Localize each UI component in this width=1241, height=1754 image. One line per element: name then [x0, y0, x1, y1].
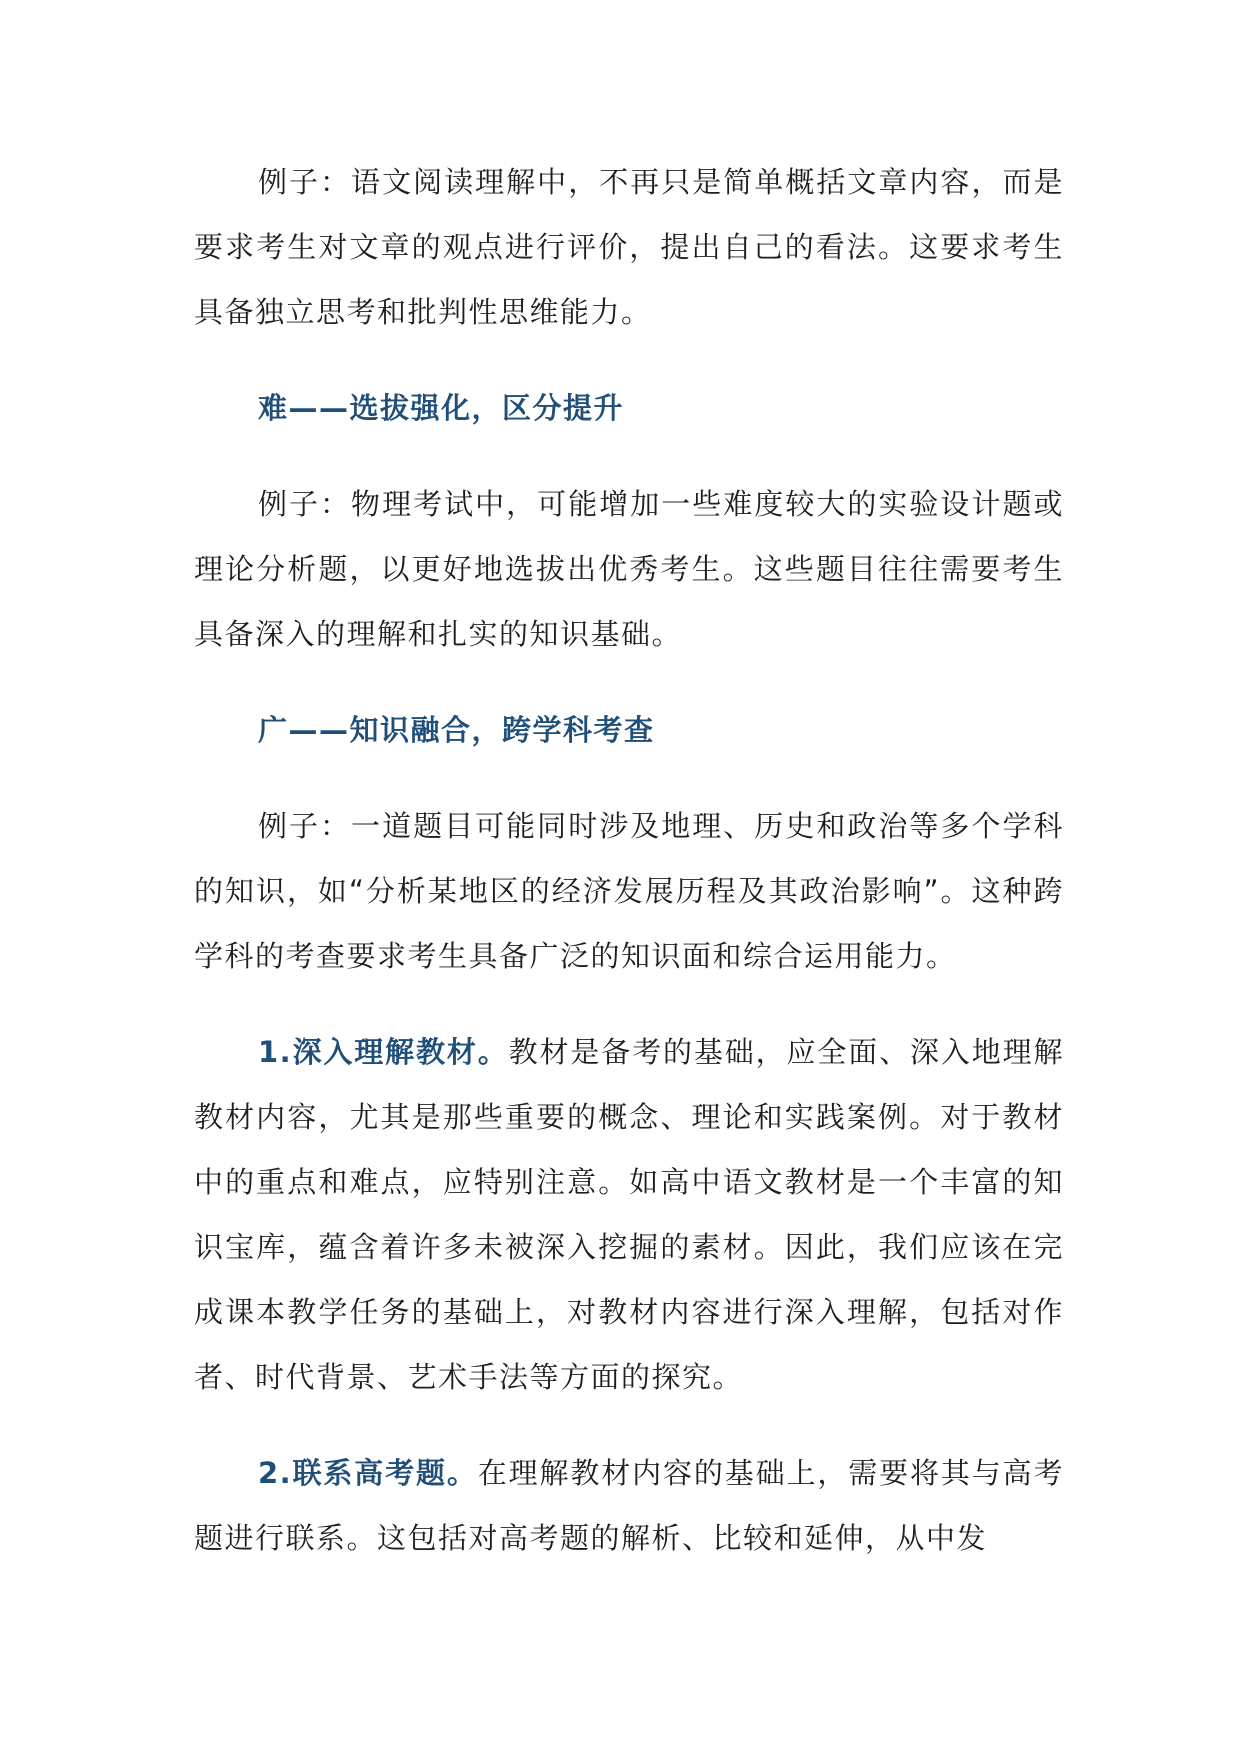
- list-item-body: 教材是备考的基础，应全面、深入地理解教材内容，尤其是那些重要的概念、理论和实践案例。对于教材中的重点和难点，应特别注意。如高中语文教材是一个丰富的知识宝库，蕴含着许多未被深入挖掘的素材。因此，我们应该在完成课本教学任务的基础上，对教材内容进行深入理解，包括对作者、时代背景、艺术手法等方面的探究。: [194, 1035, 1064, 1394]
- document-body: [194, 150, 1064, 1571]
- list-item-lead: 2.联系高考题。: [258, 1456, 478, 1490]
- section-heading-difficulty: 难——选拔强化，区分提升: [258, 391, 625, 425]
- list-item-understand-textbook: [194, 1020, 1064, 1410]
- list-item-lead: 1.深入理解教材。: [258, 1035, 509, 1069]
- example-paragraph-physics: 例子：物理考试中，可能增加一些难度较大的实验设计题或理论分析题，以更好地选拔出优秀考生。这些题目往往需要考生具备深入的理解和扎实的知识基础。: [194, 487, 1064, 651]
- example-paragraph-interdisciplinary: 例子：一道题目可能同时涉及地理、历史和政治等多个学科的知识，如“分析某地区的经济发展历程及其政治影响”。这种跨学科的考查要求考生具备广泛的知识面和综合运用能力。: [194, 809, 1064, 973]
- section-heading-breadth: 广——知识融合，跨学科考查: [258, 713, 655, 747]
- list-item-body: 在理解教材内容的基础上，需要将其与高考题进行联系。这包括对高考题的解析、比较和延伸，从中发: [194, 1456, 1064, 1555]
- list-item-link-exam: [194, 1441, 1064, 1571]
- example-paragraph-chinese: 例子：语文阅读理解中，不再只是简单概括文章内容，而是要求考生对文章的观点进行评价，提出自己的看法。这要求考生具备独立思考和批判性思维能力。: [194, 165, 1064, 329]
